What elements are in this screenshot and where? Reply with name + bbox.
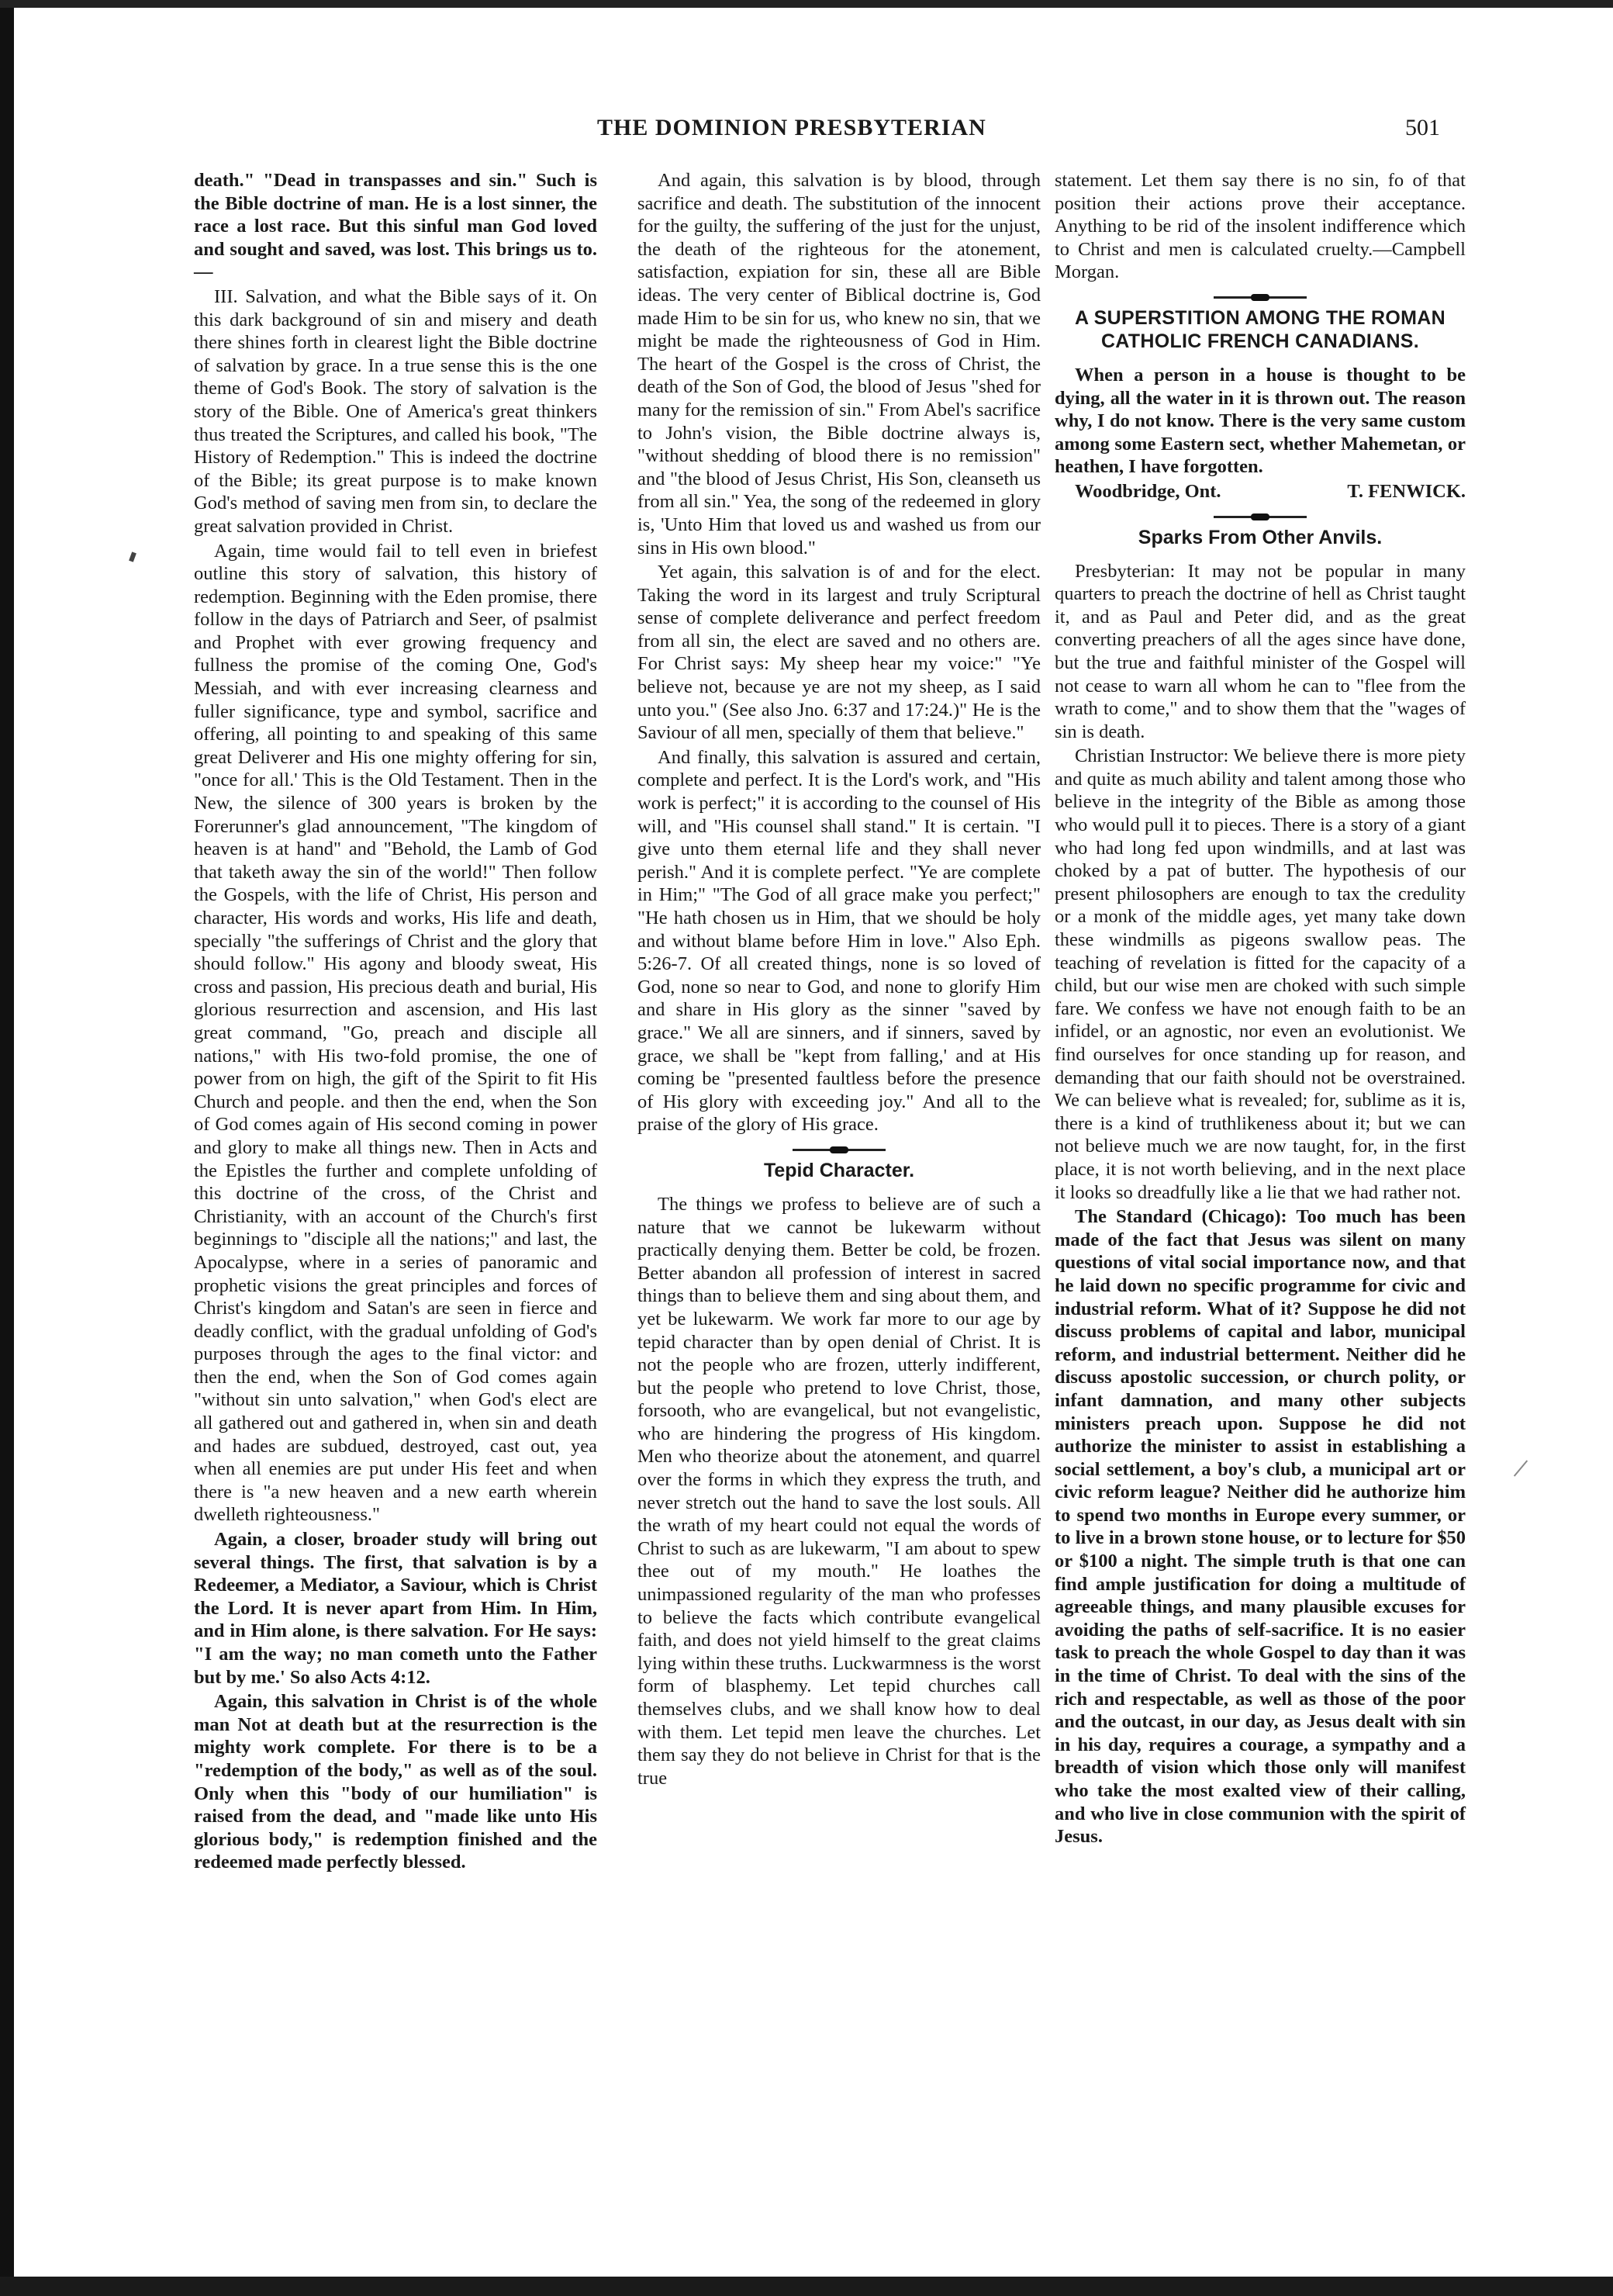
superstition-signature [1055, 480, 1466, 503]
column-2 [637, 169, 1041, 1789]
col2-paragraph-3: And finally, this salvation is assured and certain, complete and perfect. It is the Lord's work, and "His work is perfect;" it is according to the counsel of His will, and "His counsel shall stand." It is certain. "I give unto them eternal life and they shall never perish." And it is complete perfect. "Ye are complete in Him;" "The God of all grace make you perfect;" "He hath chosen us in Him, that we should be holy and without blame before Him in love." Also Eph. 5:26-7. Of all created things, none is so loved of God, none so near to God, and none to glorify Him and share in His glory as the sinner "saved by grace." We all are sinners, and if sinners, saved by grace, we shall be "kept from falling,' and at His coming be "presented faultless before the presence of His glory with exceeding joy." And all to the praise of the glory of His grace. [637, 746, 1041, 1136]
scan-border-top [0, 0, 1613, 8]
margin-mark [129, 552, 136, 562]
scan-border-bottom [0, 2277, 1613, 2296]
section-divider-ornament [793, 1149, 886, 1151]
section-divider-ornament [1214, 296, 1307, 299]
signature-name: T. FENWICK. [1347, 480, 1466, 502]
col1-paragraph-5: Again, this salvation in Christ is of the whole man Not at death but at the resurrection is the mighty work complete. For there is to be a "redemption of the body," as well as of the soul. Only when this "body of our humiliation" is raised from the dead, and "made like unto His glorious body," is redemption finished and the redeemed made perfectly blessed. [194, 1691, 597, 1873]
page-number: 501 [1405, 115, 1440, 140]
col1-paragraph-4: Again, a closer, broader study will bring out several things. The first, that salvation is by a Redeemer, a Mediator, a Saviour, which is Christ the Lord. It is never apart from Him. In Him, and in Him alone, is there salvation. For He says: "I am the way; no man cometh unto the Father but by me.' So also Acts 4:12. [194, 1529, 597, 1688]
col1-paragraph-2: III. Salvation, and what the Bible says of it. On this dark background of sin and misery and death there shines forth in clearest light the Bible doctrine of salvation by grace. In a true sense this is the one theme of God's Book. The story of salvation is the story of the Bible. One of America's great thinkers thus treated the Scriptures, and called his book, "The History of Redemption." This is indeed the doctrine of the Bible; its great purpose is to make known God's method of saving men from sin, to declare the great salvation provided in Christ. [194, 285, 597, 537]
sparks-heading: Sparks From Other Anvils. [1138, 526, 1383, 548]
sparks-paragraph-standard: The Standard (Chicago): Too much has been made of the fact that Jesus was silent on many questions of vital social importance now, and that he laid down no specific programme for civic and industrial reform. What of it? Suppose he did not discuss problems of capital and labor, municipal reform, and industrial betterment. Neither did he discuss apostolic succession, or church polity, or infant damnation, and many other subjects ministers preach upon. Suppose he did not authorize the minister to assist in establishing a social settlement, a boy's club, a municipal art or civic reform league? Neither did he authorize him to spend two months in Europe every summer, or to live in a brown stone house, or to lecture for $50 or $100 a night. The simple truth is that one can find ample justification for doing a multitude of agreeable things, and many plausible excuses for avoiding the paths of self-sacrifice. It is no easier task to preach the whole Gospel to day than it was in the time of Christ. To deal with the sins of the rich and respectable, as well as those of the poor and the outcast, in our day, as Jesus dealt with sin in his day, requires a courage, a sympathy and a breadth of vision which those only will manifest who take the most exalted view of their calling, and who live in close communion with the spirit of Jesus. [1055, 1206, 1466, 1848]
col2-paragraph-1: And again, this salvation is by blood, through sacrifice and death. The substitution of the innocent for the guilty, the suffering of the just for the unjust, the death of the righteous for the atonement, satisfaction, expiation for sin, these all are Bible ideas. The very center of Biblical doctrine is, God made Him to be sin for us, who knew no sin, that we might be made the righteousness of God in Him. The heart of the Gospel is the cross of Christ, the death of the Son of God, the blood of Jesus "shed for many for the remission of sin." From Abel's sacrifice to John's vision, the Bible doctrine always is, "without shedding of blood there is no remission" and "the blood of Jesus Christ, His Son, cleanseth us from all sin." Yea, the song of the redeemed in glory is, 'Unto Him that loved us and washed us from our sins in His own blood." [637, 170, 1041, 558]
tepid-character-paragraph: The things we profess to believe are of such a nature that we cannot be lukewarm without practically denying them. Better be cold, be frozen. Better abandon all profession of interest in sacred things than to believe them and sing about them, and yet be lukewarm. We work far more to our age by tepid character than by open denial of Christ. It is not the people who are frozen, utterly indifferent, but the people who pretend to love Christ, those, forsooth, who are evangelical, but not evangelistic, who are hindering the progress of His kingdom. Men who theorize about the atonement, and quarrel over the forms in which they express the truth, and never stretch out the hand to save the lost souls. All the wrath of my heart could not equal the words of Christ to such as are lukewarm, "I am about to spew thee out of my mouth." He loathes the unimpassioned regularity of the man who professes to believe the facts which contribute evangelical faith, and does not yield himself to the great claims lying within these truths. Luckwarmness is the worst form of blasphemy. Let tepid churches call themselves clubs, and we shall know how to deal with them. Let tepid men leave the churches. Let them say they do not believe in Christ for that is the true [637, 1193, 1041, 1789]
running-head-title: THE DOMINION PRESBYTERIAN [597, 115, 986, 140]
superstition-paragraph: When a person in a house is thought to be dying, all the water in it is thrown out. The reason why, I do not know. There is the very same custom among some Eastern sect, whether Mahemetan, or heathen, I have forgotten. [1055, 364, 1466, 478]
col1-paragraph-3: Again, time would fail to tell even in briefest outline this story of salvation, this history of redemption. Beginning with the Eden promise, there follow in the days of Patriarch and Seer, of psalmist and Prophet with ever growing frequency and fullness the promise of the coming One, God's Messiah, and with ever increasing clearness and fuller significance, type and symbol, sacrifice and offering, all pointing to and speaking of this same great Deliverer and His one mighty offering for sin, "once for all.' This is the Old Testament. Then in the New, the silence of 300 years is broken by the Forerunner's glad announcement, "The kingdom of heaven is at hand" and "Behold, the Lamb of God that taketh away the sin of the world!" Then follow the Gospels, with the life of Christ, His person and character, His words and works, His life and death, specially "the sufferings of Christ and the glory that should follow." His agony and bloody sweat, His cross and passion, His precious death and burial, His glorious resurrection and ascension, and His last great command, "Go, preach and disciple all nations," with His two-fold promise, the one of power from on high, the gift of the Spirit to fit His Church and people. and then the end, when the Son of God comes again of His second coming in power and glory to make all things new. Then in Acts and the Epistles the further and complete unfolding of this doctrine of the cross, of the Christ and Christianity, with an account of the Church's first beginnings to "disciple all the nations;" and last, the Apocalypse, where in a series of panoramic and prophetic visions the great principles and forces of Christ's kingdom and Satan's are seen in fierce and deadly conflict, with the gradual unfolding of God's purposes through the ages to the final victor: and then the end, when the Son of God comes again "without sin unto salvation," when God's elect are all gathered out and gathered in, when sin and death and hades are subdued, destroyed, cast out, yea when all enemies are put under His feet and when there is "a new heaven and a new earth wherein dwelleth righteousness." [194, 540, 597, 1526]
section-divider-ornament [1214, 516, 1307, 518]
superstition-heading: A SUPERSTITION AMONG THE ROMAN CATHOLIC FRENCH CANADIANS. [1075, 306, 1445, 352]
column-1 [194, 169, 597, 1874]
column-3 [1055, 169, 1466, 1848]
tepid-character-heading: Tepid Character. [763, 1159, 915, 1181]
col2-paragraph-2: Yet again, this salvation is of and for the elect. Taking the word in its largest and truly Scriptural sense of complete deliverance and perfect freedom from all sin, the elect are saved and no others are. For Christ says: My sheep hear my voice:" "Ye believe not, because ye are not my sheep, as I said unto you." (See also Jno. 6:37 and 17:24.)" He is the Saviour of all men, specially of them that believe." [637, 562, 1041, 744]
margin-pencil-mark [1514, 1460, 1528, 1476]
scan-border-left [0, 0, 14, 2296]
col1-paragraph-1: death." "Dead in transpasses and sin." Such is the Bible doctrine of man. He is a lost sinner, the race a lost race. But this sinful man God loved and sought and saved, was lost. This brings us to.— [194, 170, 597, 283]
sparks-paragraph-presbyterian: Presbyterian: It may not be popular in many quarters to preach the doctrine of hell as Christ taught it, and as Paul and Peter did, and as the great converting preachers of all the ages since have done, but the true and faithful minister of the Gospel will not cease to warn all whom he can to "flee from the wrath to come," and to show them that the "wages of sin is death. [1055, 560, 1466, 742]
col3-continuation-paragraph: statement. Let them say there is no sin, fo of that position their actions prove their acceptance. Anything to be rid of the insolent indifference which to Christ and men is calculated cruelty.—Campbell Morgan. [1055, 170, 1466, 283]
sparks-paragraph-christian-instructor: Christian Instructor: We believe there is more piety and quite as much ability and talent among those who believe in the integrity of the Bible as among those who would pull it to pieces. There is a story of a giant who had long fed upon windmills, and at last was choked by a pat of butter. The hypothesis of our present philosophers are enough to tax the credulity or a monk of the middle ages, yet many take down these windmills as pigeons swallow peas. The teaching of revelation is fitted for the capacity of a child, but our wise men are choked with such simple fare. We confess we have not enough faith to be an infidel, or an agnostic, nor even an evolutionist. We find ourselves for once standing up for reason, and demanding that our faith should not be overstrained. We can believe what is revealed; for, sublime as it is, there is a kind of truthlikeness about it; but we can not believe much we are now taught, for, in the first place, it is not worth believing, and in the next place it looks so dreadfully like a lie that we had rather not. [1055, 745, 1466, 1203]
signature-place: Woodbridge, Ont. [1075, 480, 1221, 502]
